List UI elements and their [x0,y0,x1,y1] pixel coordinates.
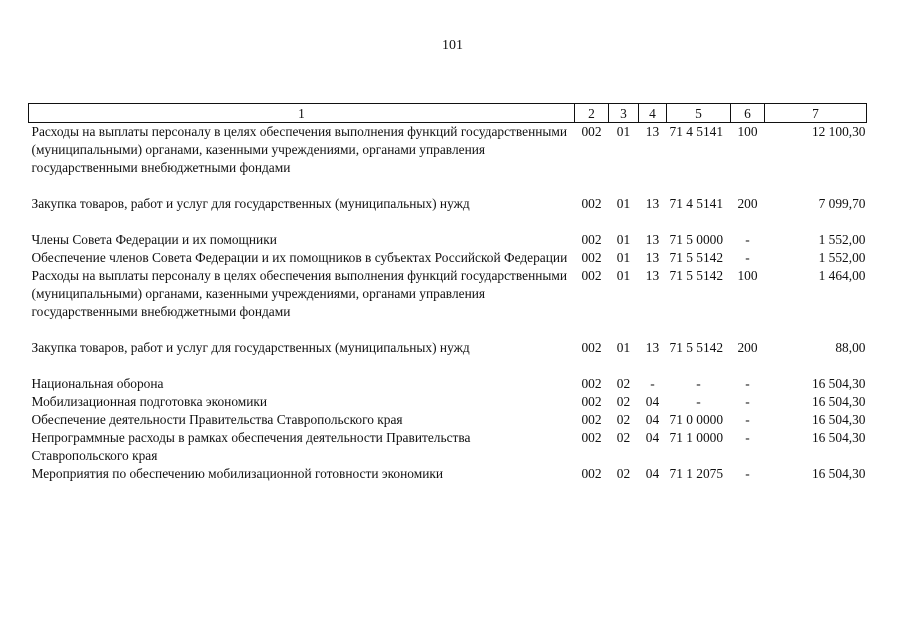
budget-table-container [28,103,866,483]
cell-target-code: 71 5 5142 [669,250,724,265]
cell-target-code: 71 1 0000 [669,430,724,445]
cell-section-code: 02 [616,430,631,445]
cell-subsection-code: 13 [645,268,660,283]
cell-expense-type: - [745,466,750,481]
cell-ministry-code: 002 [581,430,602,445]
cell-amount: 88,00 [835,340,866,355]
cell-subsection-code: 13 [645,196,660,211]
row-name: Закупка товаров, работ и услуг для государственных (муниципальных) нужд [31,196,470,211]
cell-target-code: 71 4 5141 [669,196,724,211]
row-name: Расходы на выплаты персоналу в целях обеспечения выполнения функций государственными (муниципальными) органами, казенными учреждениями, органами управления государственными внебюджетными фондами [31,124,568,175]
cell-target-code: 71 0 0000 [669,412,724,427]
cell-amount: 16 504,30 [811,394,866,409]
table-header-row [29,104,867,123]
table-row [29,465,867,483]
cell-section-code: 01 [616,196,631,211]
table-row [29,393,867,411]
cell-section-code: 02 [616,466,631,481]
cell-amount: 1 464,00 [818,268,866,283]
cell-section-code: 02 [616,394,631,409]
column-header-7: 7 [765,104,867,123]
table-row [29,375,867,393]
table-row [29,267,867,339]
table-row [29,231,867,249]
cell-subsection-code: - [650,376,655,391]
cell-expense-type: 100 [737,268,758,283]
row-name: Мероприятия по обеспечению мобилизационной готовности экономики [31,466,444,481]
cell-subsection-code: 13 [645,232,660,247]
cell-ministry-code: 002 [581,196,602,211]
cell-expense-type: 100 [737,124,758,139]
row-name: Обеспечение деятельности Правительства Ставропольского края [31,412,403,427]
column-header-2: 2 [575,104,609,123]
cell-amount: 12 100,30 [811,124,866,139]
row-name: Мобилизационная подготовка экономики [31,394,268,409]
cell-subsection-code: 04 [645,430,660,445]
cell-ministry-code: 002 [581,250,602,265]
table-row [29,249,867,267]
row-name: Обеспечение членов Совета Федерации и их помощников в субъектах Российской Федерации [31,250,568,265]
page-number: 101 [442,38,463,53]
cell-target-code: - [696,394,701,409]
cell-section-code: 01 [616,250,631,265]
row-name: Члены Совета Федерации и их помощники [31,232,277,247]
cell-amount: 16 504,30 [811,466,866,481]
column-header-4: 4 [639,104,667,123]
cell-section-code: 01 [616,232,631,247]
cell-expense-type: - [745,250,750,265]
cell-expense-type: - [745,232,750,247]
cell-section-code: 02 [616,412,631,427]
cell-amount: 16 504,30 [811,376,866,391]
cell-section-code: 01 [616,340,631,355]
cell-ministry-code: 002 [581,466,602,481]
cell-subsection-code: 04 [645,466,660,481]
cell-ministry-code: 002 [581,376,602,391]
row-name: Непрограммные расходы в рамках обеспечения деятельности Правительства Ставропольского края [31,430,471,463]
cell-subsection-code: 04 [645,394,660,409]
row-name: Закупка товаров, работ и услуг для государственных (муниципальных) нужд [31,340,470,355]
cell-target-code: - [696,376,701,391]
cell-target-code: 71 4 5141 [669,124,724,139]
cell-amount: 7 099,70 [818,196,866,211]
cell-section-code: 01 [616,124,631,139]
cell-ministry-code: 002 [581,268,602,283]
column-header-6: 6 [731,104,765,123]
column-header-3: 3 [609,104,639,123]
cell-amount: 1 552,00 [818,250,866,265]
cell-expense-type: 200 [737,196,758,211]
table-row [29,429,867,465]
cell-target-code: 71 1 2075 [669,466,724,481]
column-header-5: 5 [667,104,731,123]
cell-ministry-code: 002 [581,124,602,139]
cell-subsection-code: 13 [645,124,660,139]
cell-expense-type: - [745,412,750,427]
row-name: Расходы на выплаты персоналу в целях обеспечения выполнения функций государственными (муниципальными) органами, казенными учреждениями, органами управления государственными внебюджетными фондами [31,268,568,319]
cell-section-code: 02 [616,376,631,391]
cell-ministry-code: 002 [581,394,602,409]
cell-amount: 16 504,30 [811,412,866,427]
table-row [29,339,867,375]
cell-target-code: 71 5 5142 [669,340,724,355]
cell-amount: 1 552,00 [818,232,866,247]
cell-expense-type: - [745,394,750,409]
cell-ministry-code: 002 [581,412,602,427]
table-row [29,411,867,429]
cell-subsection-code: 13 [645,250,660,265]
table-row [29,123,867,196]
cell-target-code: 71 5 5142 [669,268,724,283]
cell-subsection-code: 13 [645,340,660,355]
row-name: Национальная оборона [31,376,164,391]
cell-expense-type: - [745,376,750,391]
cell-ministry-code: 002 [581,232,602,247]
cell-amount: 16 504,30 [811,430,866,445]
column-header-1: 1 [29,104,575,123]
cell-section-code: 01 [616,268,631,283]
cell-target-code: 71 5 0000 [669,232,724,247]
cell-expense-type: 200 [737,340,758,355]
cell-expense-type: - [745,430,750,445]
cell-subsection-code: 04 [645,412,660,427]
table-row [29,195,867,231]
cell-ministry-code: 002 [581,340,602,355]
budget-table [28,103,867,483]
